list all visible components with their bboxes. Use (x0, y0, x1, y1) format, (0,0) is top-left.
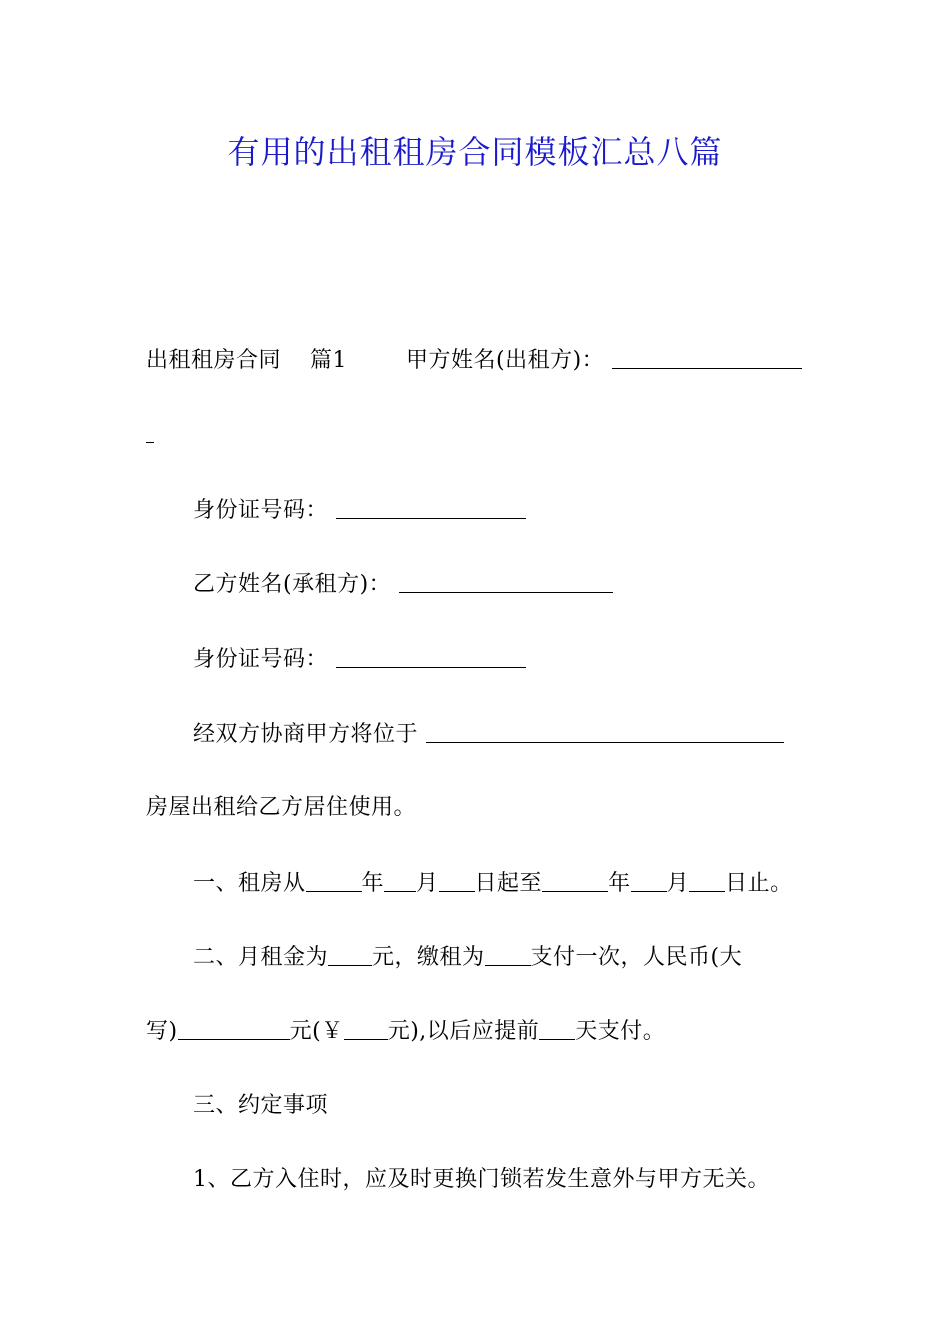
rent-line-2 (146, 1015, 665, 1048)
term-day2-blank (689, 867, 725, 892)
term-day-from: 日起至 (474, 871, 543, 896)
section-3-line (193, 1090, 328, 1122)
heading-line (146, 344, 802, 377)
rent-prefix: 二、月租金为 (193, 945, 329, 970)
party-b-name-line (193, 568, 613, 601)
rent-period-blank (485, 941, 531, 966)
rent-line2-prefix: 写) (146, 1019, 178, 1044)
rent-amount-blank (328, 941, 372, 966)
contract-heading: 出租租房合同 (146, 348, 282, 373)
location-tail: 房屋出租给乙方居住使用。 (146, 795, 417, 820)
term-day1-blank (439, 867, 475, 892)
item-1-line (193, 1164, 770, 1196)
term-day-to: 日止。 (725, 871, 793, 896)
term-month2: 月 (666, 871, 690, 896)
rent-number-blank (344, 1015, 388, 1040)
party-b-id-line (193, 643, 526, 676)
item-1: 1、乙方入住时，应及时更换门锁若发生意外与甲方无关。 (193, 1167, 770, 1192)
location-line (193, 718, 784, 751)
term-year1: 年 (361, 871, 385, 896)
document-title: 有用的出租租房合同模板汇总八篇 (227, 133, 723, 171)
party-a-name-label: 甲方姓名(出租方)： (406, 348, 605, 373)
party-a-id-blank (336, 494, 526, 519)
term-month1: 月 (416, 871, 439, 896)
rent-yuan2: 元(￥ (289, 1019, 344, 1044)
rent-pay-once: 支付一次，人民币(大 (530, 945, 743, 970)
party-a-name-blank-overflow (146, 418, 154, 443)
section-3-heading: 三、约定事项 (193, 1093, 329, 1118)
party-a-name-blank (612, 344, 802, 369)
rent-yuan: 元，缴租为 (372, 945, 485, 970)
rent-line (193, 941, 742, 974)
rent-days: 天支付。 (575, 1019, 666, 1044)
rent-days-blank (539, 1015, 575, 1040)
party-b-id-blank (336, 643, 526, 668)
party-b-name-label: 乙方姓名(承租方)： (193, 572, 392, 597)
party-b-id-label: 身份证号码： (193, 647, 329, 672)
location-tail-line (146, 792, 416, 824)
term-year1-blank (306, 867, 362, 892)
location-blank (426, 718, 784, 743)
section-label: 篇1 (310, 348, 348, 373)
term-month1-blank (384, 867, 416, 892)
party-a-id-label: 身份证号码： (193, 498, 329, 523)
rent-capital-blank (178, 1015, 290, 1040)
term-year2-blank (542, 867, 608, 892)
term-year2: 年 (608, 871, 631, 896)
term-line (193, 867, 793, 900)
rent-after: 元),以后应提前 (387, 1019, 540, 1044)
party-b-name-blank (399, 568, 613, 593)
party-a-id-line (193, 494, 526, 527)
location-label: 经双方协商甲方将位于 (193, 722, 419, 747)
term-month2-blank (631, 867, 667, 892)
overflow-line (146, 418, 154, 451)
term-prefix: 一、租房从 (193, 871, 306, 896)
